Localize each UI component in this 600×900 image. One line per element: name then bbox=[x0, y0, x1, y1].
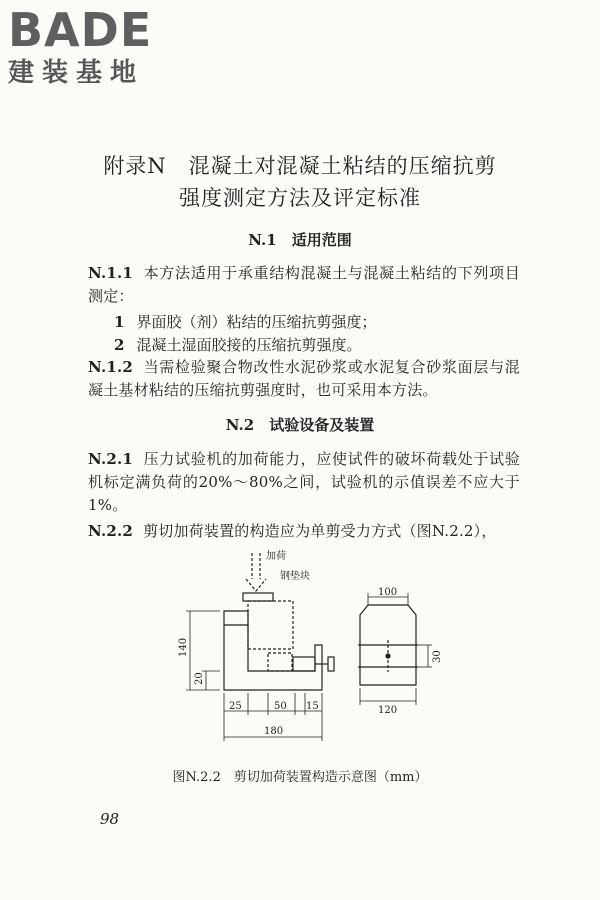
clause-number: N.2.2 bbox=[88, 522, 134, 540]
device-frame bbox=[224, 611, 322, 690]
shear-loading-device-diagram bbox=[160, 545, 460, 750]
clause-number: N.2.1 bbox=[88, 450, 134, 468]
appendix-title-line2: 强度测定方法及评定标准 bbox=[179, 186, 421, 210]
dim-180: 180 bbox=[264, 726, 284, 737]
specimen-block bbox=[248, 601, 293, 649]
load-arrow bbox=[246, 553, 266, 591]
logo bbox=[8, 3, 178, 88]
page-number: 98 bbox=[100, 810, 120, 828]
list-item-text: 混凝土湿面胶接的压缩抗剪强度。 bbox=[136, 336, 362, 354]
list-item-number: 2 bbox=[114, 336, 125, 354]
clause-text: 压力试验机的加荷能力，应使试件的破坏荷载处于试验机标定满负荷的20%～80%之间，试验机的示值误差不应大于1%。 bbox=[88, 450, 520, 514]
section-heading-n1: N.1 适用范围 bbox=[248, 231, 352, 249]
clause-text: 当需检验聚合物改性水泥砂浆或水泥复合砂浆面层与混凝土基材粘结的压缩抗剪强度时，也可采用本方法。 bbox=[88, 358, 520, 399]
section-heading-n2: N.2 试验设备及装置 bbox=[225, 416, 375, 434]
dim-30: 30 bbox=[432, 650, 443, 663]
dim-25: 25 bbox=[229, 701, 242, 712]
dim-100: 100 bbox=[378, 587, 398, 598]
load-label: 加荷 bbox=[266, 551, 286, 562]
logo-mark: BADE bbox=[8, 3, 153, 57]
clause-n-2-1 bbox=[88, 448, 520, 517]
list-item-number: 1 bbox=[114, 313, 125, 331]
clause-text: 剪切加荷装置的构造应为单剪受力方式（图N.2.2）， bbox=[143, 522, 497, 540]
clause-n-1-1 bbox=[88, 262, 520, 308]
adjust-screw bbox=[293, 657, 334, 671]
steel-pad bbox=[243, 593, 273, 601]
clause-number: N.1.2 bbox=[88, 358, 134, 376]
dim-50: 50 bbox=[274, 701, 287, 712]
list-item bbox=[114, 334, 361, 355]
logo-subtitle: 建装基地 bbox=[8, 58, 145, 88]
clause-n-1-2 bbox=[88, 356, 520, 402]
clause-text: 本方法适用于承重结构混凝土与混凝土粘结的下列项目测定： bbox=[88, 264, 520, 305]
appendix-title-line1: 附录N 混凝土对混凝土粘结的压缩抗剪 bbox=[103, 154, 497, 178]
dim-140: 140 bbox=[178, 637, 189, 657]
clause-n-2-2 bbox=[88, 520, 520, 543]
figure-caption: 图N.2.2 剪切加荷装置构造示意图（mm） bbox=[172, 770, 428, 785]
dim-15: 15 bbox=[306, 701, 319, 712]
list-item-text: 界面胶（剂）粘结的压缩抗剪强度； bbox=[136, 313, 377, 331]
dim-20: 20 bbox=[194, 672, 205, 685]
dim-120: 120 bbox=[378, 705, 398, 716]
steel-pad-label: 钢垫块 bbox=[280, 571, 310, 582]
clause-number: N.1.1 bbox=[88, 264, 134, 282]
list-item bbox=[114, 311, 376, 332]
